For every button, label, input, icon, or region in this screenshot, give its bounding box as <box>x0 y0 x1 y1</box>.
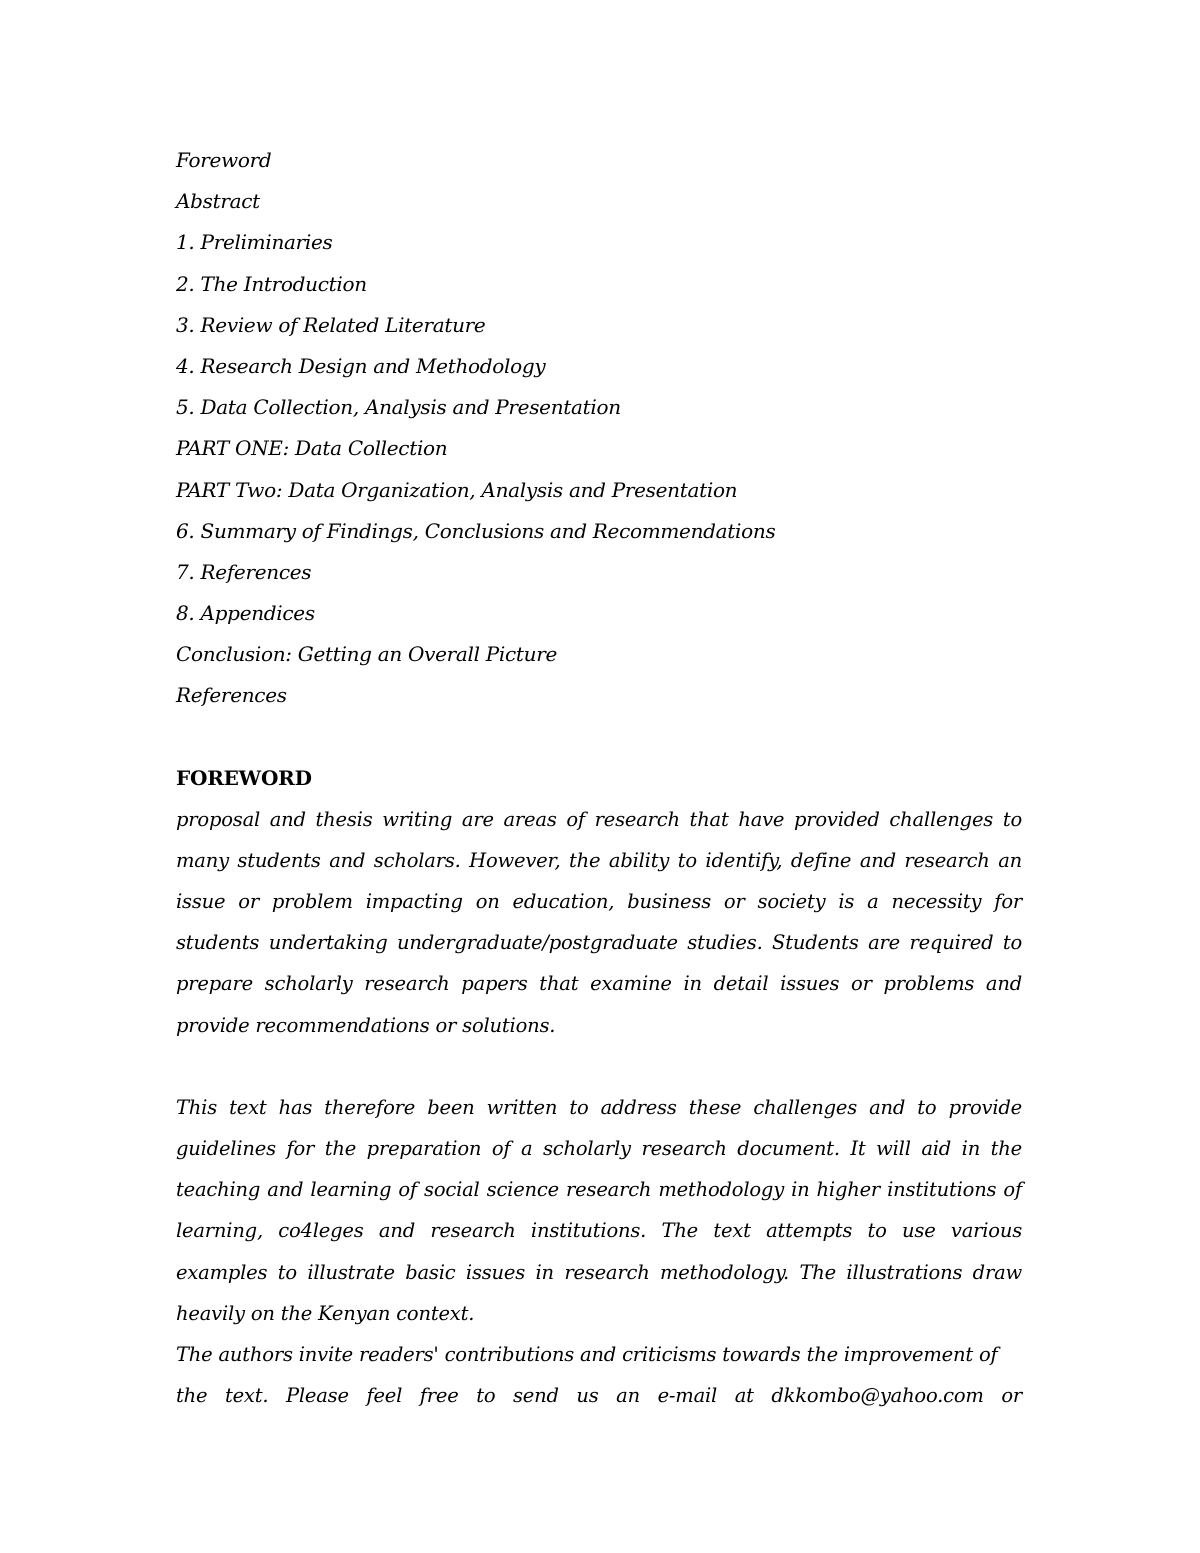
foreword-paragraph: This text has therefore been written to address these challenges and to provide guidelines for the preparation of a scholarly research document. It will aid in the teaching and learning of social science research methodology in higher institutions of learning, co4leges and research institutions. The text attempts to use various examples to illustrate basic issues in research methodology. The illustrations draw heavily on the Kenyan context. <box>176 1095 1022 1325</box>
paragraph-line: the text. Please feel free to send us an e-mail at dkkombo@yahoo.com or <box>176 1384 1022 1408</box>
toc-item: PART ONE: Data Collection <box>176 436 448 461</box>
toc-item: 7. References <box>176 559 312 584</box>
toc-item: Conclusion: Getting an Overall Picture <box>176 642 558 667</box>
toc-item: 8. Appendices <box>176 601 315 626</box>
toc-item: Abstract <box>176 189 260 214</box>
toc-item: 1. Preliminaries <box>176 230 333 255</box>
toc-item: 5. Data Collection, Analysis and Presentation <box>176 395 621 420</box>
page-content <box>176 140 1022 1416</box>
foreword-heading: FOREWORD <box>176 765 312 790</box>
toc-item: References <box>176 683 287 708</box>
toc-item: 3. Review of Related Literature <box>176 312 486 337</box>
foreword-paragraph: proposal and thesis writing are areas of research that have provided challenges to many students and scholars. However, the ability to identify, define and research an issue or problem impacting on education, business or society is a necessity for students undertaking undergraduate/postgraduate studies. Students are required to prepare scholarly research papers that examine in detail issues or problems and provide recommendations or solutions. <box>176 807 1022 1037</box>
toc-item: 6. Summary of Findings, Conclusions and Recommendations <box>176 518 776 543</box>
table-of-contents <box>176 140 1022 717</box>
paragraph-line: The authors invite readers' contributions and criticisms towards the improvement of <box>176 1343 998 1367</box>
toc-item: Foreword <box>176 148 272 172</box>
toc-item: 2. The Introduction <box>176 271 367 296</box>
foreword-paragraph <box>176 1334 1022 1416</box>
toc-item: PART Two: Data Organization, Analysis and Presentation <box>176 477 738 502</box>
toc-item: 4. Research Design and Methodology <box>176 353 546 378</box>
